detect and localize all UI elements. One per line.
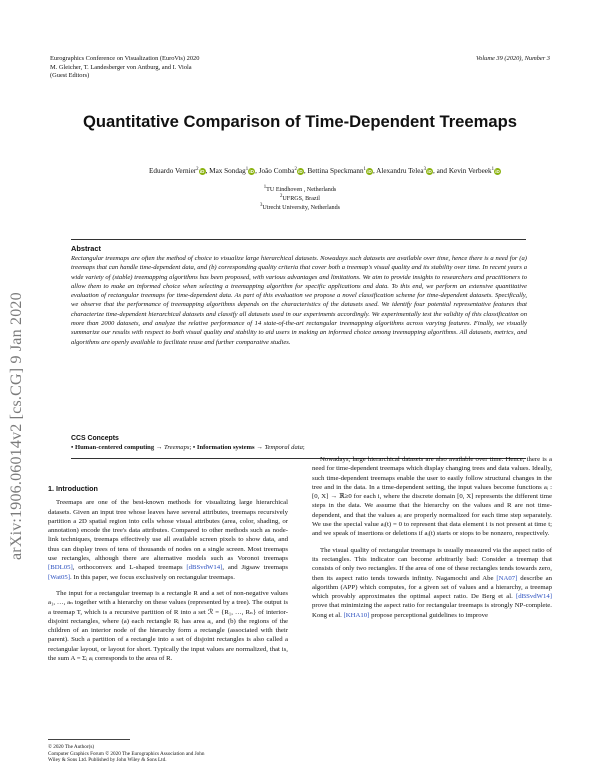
header-guest-editors: (Guest Editors) [50, 72, 90, 80]
ccs-heading: CCS Concepts [71, 435, 119, 442]
author-affiliation-mark: 3 [423, 167, 427, 172]
orcid-icon[interactable]: iD [249, 169, 254, 174]
footer-line-1: © 2020 The Author(s) [48, 744, 95, 750]
section-heading-introduction: 1. Introduction [48, 484, 98, 493]
footer-rule [48, 739, 130, 740]
intro-paragraph-2: The input for a rectangular treemap is a rectangle R and a set of non-negative values a₁, …, aₙ together with a hierarchy on these values (represented by a tree). The output is a treemap T, which is a recursive partition of R into a set ℛ = {R₁, …, Rₙ} of interior-disjoint rectangles, where (a) each rectangle Rᵢ has area aᵢ, and (b) the regions of the children of an interior node of the hierarchy form a rectangle (associated with their parent). Such a partition of a rectangle into a set of disjoint rectangles is also called a rectangular layout, or layout for short. Typically the input values are normalized, that is, the sum A = Σᵢ aᵢ corresponds to the area of R. [48, 589, 288, 663]
citation-link[interactable]: [dBSvdW14] [516, 593, 552, 601]
orcid-icon[interactable]: iD [298, 169, 303, 174]
author-list: Eduardo Vernier$^2$iD, Max Sondag$^1$iD, João Comba$^2$iD, Bettina Speckmann$^1$iD, Alexandru Telea$^3$iD, and Kevin Verbeek$^1$iD [149, 167, 500, 175]
affiliation-line: $^2$UFRGS, Brazil [280, 193, 320, 202]
citation-link[interactable]: [Wat05] [48, 573, 70, 581]
right-column [312, 455, 552, 620]
abstract-body: Rectangular treemaps are often the method of choice to visualize large hierarchical datasets. Nowadays such datasets are available over time, hence there is a need for (a) treemaps that can handle time-dependent data, and (b) corresponding quality criteria that cover both a treemap's visual quality and its stability over time. In recent years a wide variety of (stable) treemapping algorithms has been proposed, with various advantages and limitations. We aim to provide insights to researchers and practitioners to allow them to make an informed choice when selecting a treemapping algorithm for specific applications and data. To this end, we perform an extensive quantitative evaluation of rectangular treemaps for time-dependent data. As part of this evaluation we propose a novel classification scheme for time-dependent datasets. Specifically, we observe that the performance of treemapping algorithms depends on the characteristics of the datasets used. We identify four potential representative features that characterize time-dependent hierarchical datasets and classify all datasets used in our experiments accordingly. We experimentally test the validity of this classification on more than 2000 datasets, and analyze the relative performance of 14 state-of-the-art rectangular treemapping algorithms across varying features. Finally, we visually summarize our results with respect to both visual quality and stability to aid users in making an informed choice among treemapping algorithms. All datasets, metrics, and algorithms are openly available to facilitate reuse and further comparative studies. [71, 255, 527, 346]
author-name: Bettina Speckmann [307, 167, 364, 175]
footer-line-2: Computer Graphics Forum © 2020 The Eurographics Association and John [48, 750, 205, 757]
footer-line-3: Wiley & Sons Ltd. Published by John Wiley & Sons Ltd. [48, 757, 167, 764]
arxiv-stamp[interactable]: arXiv:1906.06014v2 [cs.CG] 9 Jan 2020 [8, 292, 25, 560]
orcid-icon[interactable]: iD [427, 169, 432, 174]
author-affiliation-mark: 1 [245, 167, 249, 172]
orcid-icon[interactable]: iD [367, 169, 372, 174]
abstract-heading: Abstract [71, 244, 101, 253]
author-affiliation-mark: 2 [294, 167, 297, 172]
author-name: Alexandru Telea [376, 167, 424, 175]
citation-link[interactable]: [KHA10] [343, 611, 370, 619]
header-conference: Eurographics Conference on Visualization (EuroVis) 2020 [50, 55, 200, 62]
affiliation-line: $^1$TU Eindhoven , Netherlands [263, 185, 337, 193]
author-name: Kevin Verbeek [448, 167, 492, 175]
header-editors: M. Gleicher, T. Landesberger von Antburg, and I. Viola [50, 63, 192, 71]
author-name: João Comba [258, 167, 295, 175]
intro-paragraph-3: Nowadays, large hierarchical datasets are also available over time. Hence, there is a need for time-dependent treemaps which display changing trees and data values. Ideally, such time-dependent treemaps enable the user to easily follow structural changes in the tree and in the data. In a time-dependent setting, the input values become functions aᵢ : [0, X] → ℝ≥0 for each i, where the discrete domain [0, X] represents the different time steps in the data. We assume that the hierarchy on the values and R are not time-dependent, and that the values aᵢ are properly normalized for each time step separately. We use the special value aᵢ(t) = 0 to represent that data element i is not present at time t; and we speak of insertions or deletions if aᵢ(t) starts or stops to be nonzero, respectively. [312, 456, 552, 538]
author-name: Max Sondag [209, 167, 246, 175]
abstract-top-rule [71, 239, 526, 240]
left-column [48, 484, 288, 663]
running-header-right: Volume 39 (2020), Number 3 [475, 55, 550, 62]
paper-title: Quantitative Comparison of Time-Dependent Treemaps [83, 112, 517, 131]
affiliations [0, 186, 600, 212]
citation-link[interactable]: [NA07] [496, 574, 518, 582]
intro-paragraph-1: Treemaps are one of the best-known methods for visualizing large hierarchical datasets. Given an input tree whose leaves have several attributes, treemaps recursively partition a 2D spatial region into cells whose visual attributes (area, color, shading, or annotation) encode the tree's data attributes. Compared to other methods such as node-link techniques, treemaps effectively use all available screen pixels to show data, and thus can display trees of tens of thousands of nodes on a single screen. Most treemaps use rectangles, although there are alternative models such as Voronoi treemaps [BDL05], orthoconvex and L-shaped treemaps [dBSvdW14], and Jigsaw treemaps [Wat05]. In this paper, we focus exclusively on rectangular treemaps. [48, 499, 289, 581]
affiliation-line: $^3$Utrecht University, Netherlands [259, 202, 341, 211]
citation-link[interactable]: [BDL05] [48, 564, 73, 572]
orcid-icon[interactable]: iD [199, 169, 205, 174]
citation-link[interactable]: [dBSvdW14] [186, 564, 223, 572]
author-name: Eduardo Vernier [149, 167, 197, 175]
author-affiliation-mark: 1 [491, 167, 494, 172]
orcid-icon[interactable]: iD [495, 169, 500, 174]
author-affiliation-mark: 2 [196, 167, 199, 172]
author-affiliation-mark: 1 [363, 167, 366, 172]
running-header-left [50, 55, 350, 81]
ccs-concepts: • Human-centered computing → Treemaps; • Information systems → Temporal data; [71, 444, 305, 451]
intro-paragraph-4: The visual quality of rectangular treemaps is usually measured via the aspect ratio of its rectangles. This indicator can become arbitrarily bad: Consider a treemap that consists of only two rectangles. If the area of one of these rectangles tends towards zero, then its aspect ratio tends towards infinity. Nagamochi and Abe [NA07] describe an algorithm (APP) which computes, for a given set of values and a hierarchy, a treemap which provably approximates the optimal aspect ratio. De Berg et al. [dBSvdW14] prove that minimizing the aspect ratio for rectangular treemaps is strongly NP-complete. Kong et al. [KHA10] propose perceptional guidelines to improve [312, 546, 553, 619]
copyright-footer [48, 744, 204, 764]
